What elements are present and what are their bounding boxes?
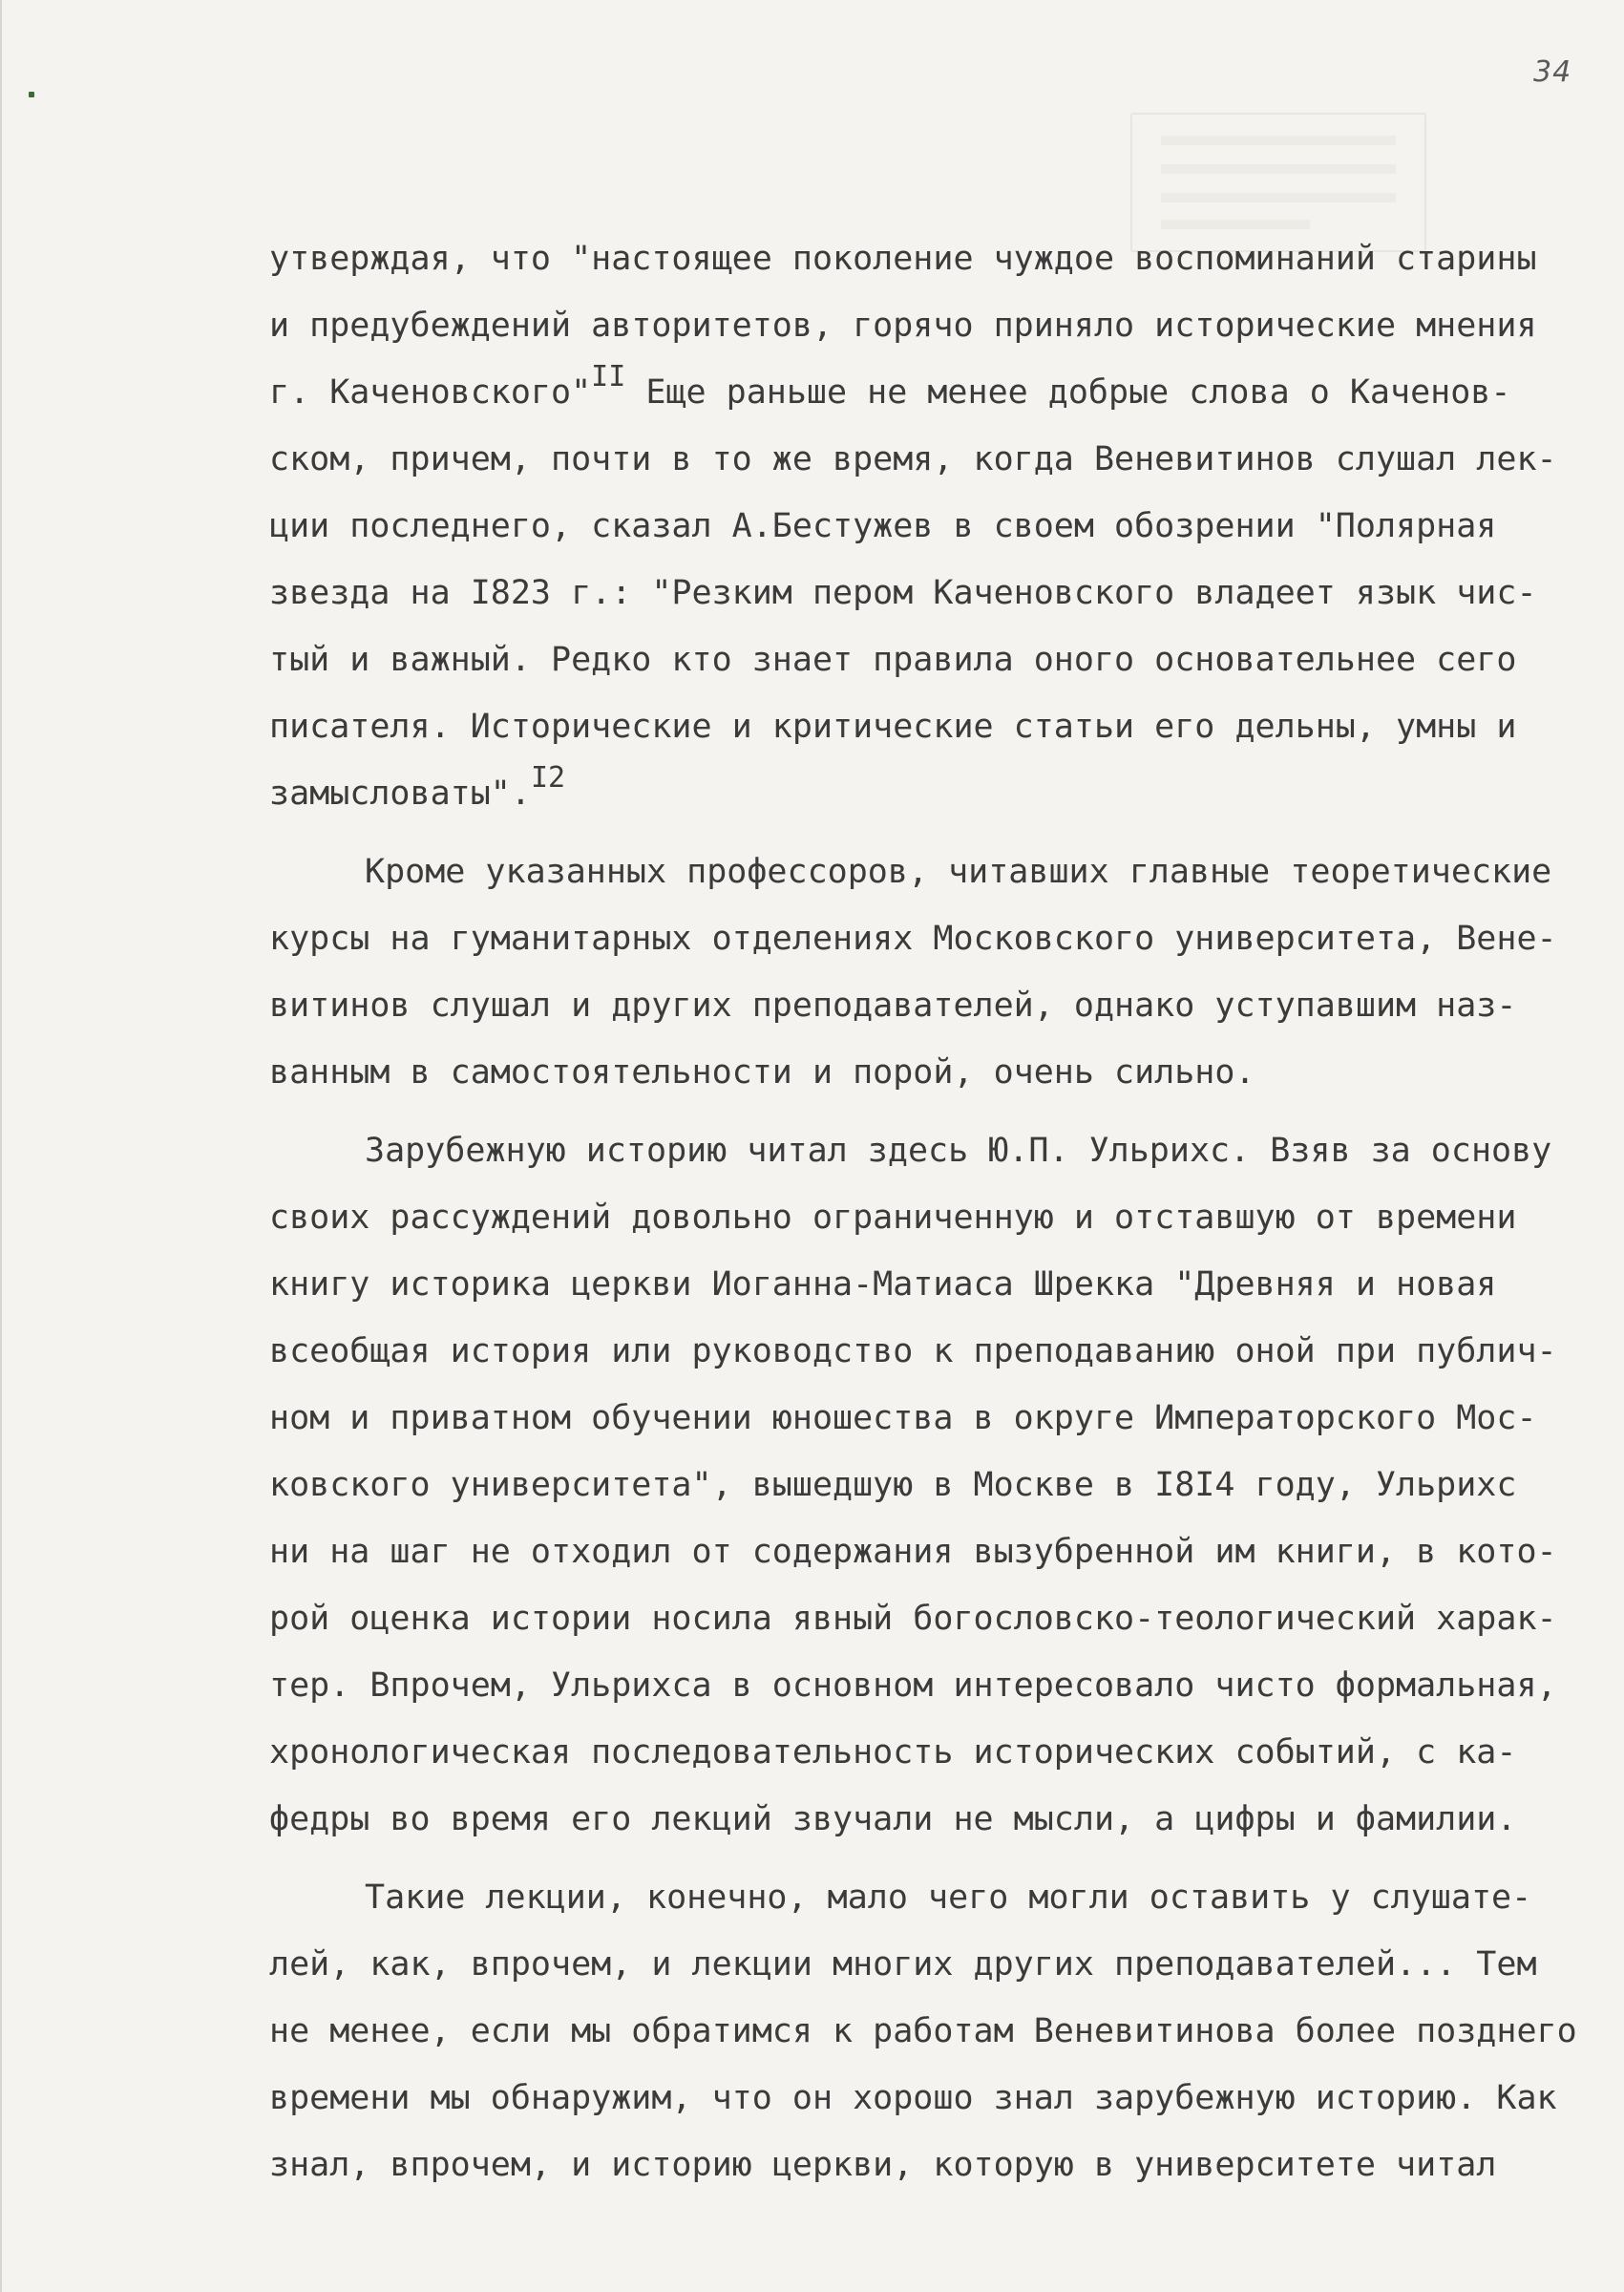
text-line: витинов слушал и других преподавателей, однако уступавшим наз- bbox=[269, 987, 1517, 1025]
paragraph bbox=[269, 838, 1557, 1106]
text-line: и предубеждений авторитетов, горячо приняло исторические мнения bbox=[269, 307, 1537, 345]
text-line: курсы на гуманитарных отделениях Московского университета, Вене- bbox=[269, 920, 1557, 958]
text-line: Такие лекции, конечно, мало чего могли оставить у слушате- bbox=[365, 1878, 1532, 1917]
text-line: хронологическая последовательность исторических событий, с ка- bbox=[269, 1733, 1517, 1772]
stamp-line bbox=[1161, 164, 1396, 174]
text-line: своих рассуждений довольно ограниченную и отставшую от времени bbox=[269, 1199, 1517, 1237]
text-line: ни на шаг не отходил от содержания вызубренной им книги, в кото- bbox=[269, 1533, 1557, 1571]
paragraph bbox=[269, 1117, 1557, 1853]
text-line: всеобщая история или руководство к преподаванию оной при публич- bbox=[269, 1332, 1557, 1370]
text-line: ском, причем, почти в то же время, когда Веневитинов слушал лек- bbox=[269, 440, 1557, 478]
stamp-line bbox=[1161, 136, 1396, 145]
footnote-ref-11: II bbox=[591, 360, 626, 393]
text-line: ном и приватном обучении юношества в округе Императорского Мос- bbox=[269, 1399, 1537, 1437]
text-line: федры во время его лекций звучали не мысли, а цифры и фамилии. bbox=[269, 1800, 1517, 1838]
text-line: Кроме указанных профессоров, читавших главные теоретические bbox=[365, 853, 1552, 891]
text-line: г. Каченовского"II Еще раньше не менее добрые слова о Каченов- bbox=[269, 360, 1511, 412]
text-line: рой оценка истории носила явный богословско-теологический харак- bbox=[269, 1600, 1557, 1638]
text-line: писателя. Исторические и критические статьи его дельны, умны и bbox=[269, 708, 1517, 746]
text-line: Зарубежную историю читал здесь Ю.П. Ульрихс. Взяв за основу bbox=[365, 1132, 1552, 1170]
margin-mark bbox=[29, 92, 34, 97]
footnote-ref-12: I2 bbox=[530, 761, 566, 795]
text-line: не менее, если мы обратимся к работам Веневитинова более позднего bbox=[269, 2012, 1577, 2050]
text-line: тер. Впрочем, Ульрихса в основном интересовало чисто формальная, bbox=[269, 1666, 1557, 1705]
text-line: времени мы обнаружим, что он хорошо знал зарубежную историю. Как bbox=[269, 2079, 1557, 2117]
text-line: ковского университета", вышедшую в Москве в I8I4 году, Ульрихс bbox=[269, 1466, 1517, 1504]
text-line: утверждая, что "настоящее поколение чуждое воспоминаний старины bbox=[269, 240, 1537, 278]
text-line: книгу историка церкви Иоганна-Матиаса Шрекка "Древняя и новая bbox=[269, 1265, 1497, 1304]
text-line: звезда на I823 г.: "Резким пером Каченовского владеет язык чис- bbox=[269, 574, 1537, 612]
stamp-line bbox=[1161, 193, 1396, 202]
text-line: ванным в самостоятельности и порой, очень сильно. bbox=[269, 1053, 1255, 1092]
text-line: тый и важный. Редко кто знает правила оного основательнее сего bbox=[269, 641, 1517, 679]
text-line: ции последнего, сказал А.Бестужев в своем обозрении "Полярная bbox=[269, 507, 1497, 545]
text-line: знал, впрочем, и историю церкви, которую в университете читал bbox=[269, 2146, 1497, 2184]
paragraph bbox=[269, 1864, 1577, 2198]
text-line: замысловаты".I2 bbox=[269, 761, 566, 813]
page-number: 34 bbox=[1533, 55, 1572, 89]
body-text bbox=[269, 225, 1577, 2198]
paragraph bbox=[269, 225, 1557, 827]
text-line: лей, как, впрочем, и лекции многих других преподавателей... Тем bbox=[269, 1945, 1537, 1984]
